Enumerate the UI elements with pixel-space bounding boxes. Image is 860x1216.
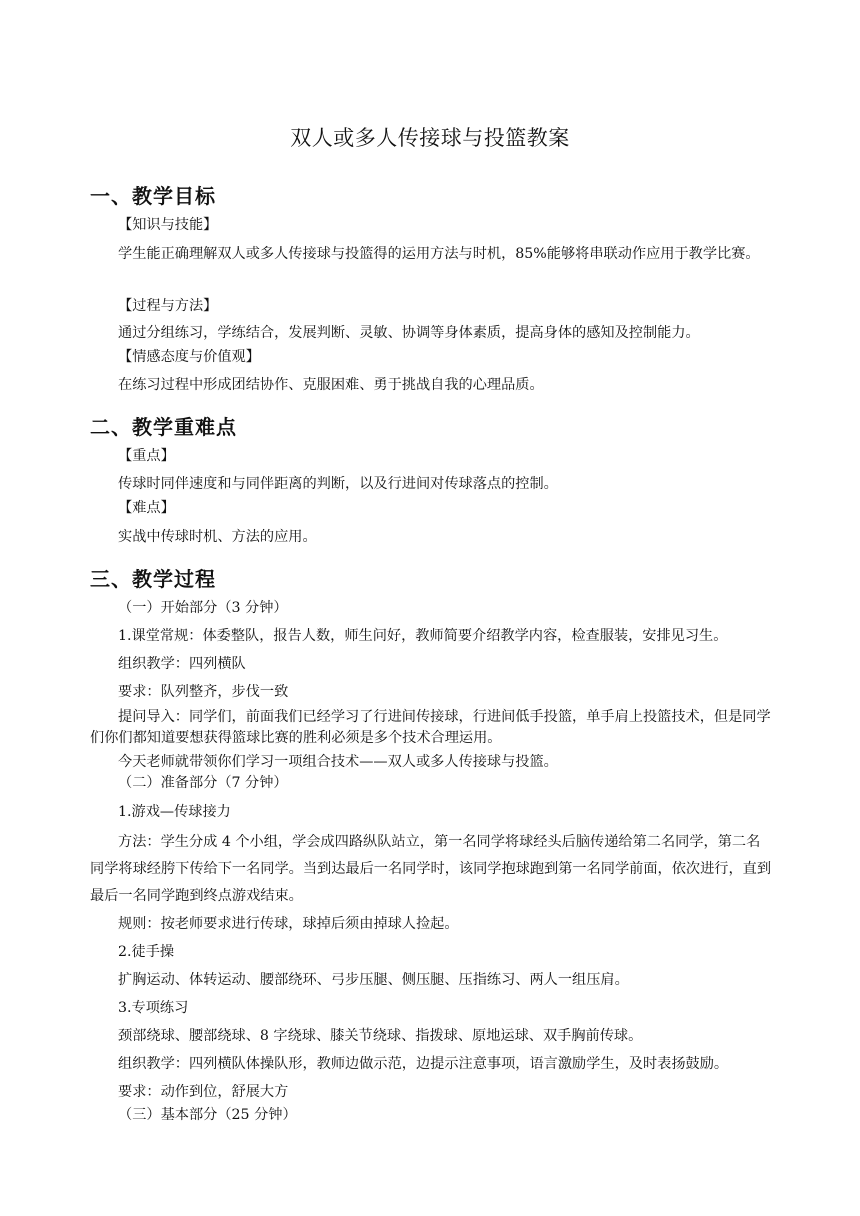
section-heading-key-points: 二、教学重难点 xyxy=(90,415,237,439)
text-freehand-title: 2.徒手操 xyxy=(118,944,175,960)
text-special-title: 3.专项练习 xyxy=(118,1000,189,1016)
section-heading-process: 三、教学过程 xyxy=(90,567,216,591)
label-key-point: 【重点】 xyxy=(118,448,175,464)
text-game-rules: 规则：按老师要求进行传球，球掉后须由掉球人捡起。 xyxy=(118,916,459,932)
text-game-method: 方法：学生分成 4 个小组，学会成四路纵队站立，第一名同学将球经头后脑传递给第二名同学，第二名同学将球经胯下传给下一名同学。当到达最后一名同学时，该同学抱球跑到第一名同学前面，依次进行，直到最后一名同学跑到终点游戏结束。 xyxy=(90,834,772,904)
part-title-basic: （三）基本部分（25 分钟） xyxy=(118,1107,297,1123)
text-knowledge-skills: 学生能正确理解双人或多人传接球与投篮得的运用方法与时机，85%能够将串联动作应用于教学比赛。 xyxy=(118,246,760,262)
text-requirement-2: 要求：动作到位，舒展大方 xyxy=(118,1084,289,1100)
text-key-point: 传球时同伴速度和与同伴距离的判断，以及行进间对传球落点的控制。 xyxy=(118,476,558,492)
part-title-prep: （二）准备部分（7 分钟） xyxy=(118,775,288,791)
text-class-routine: 1.课堂常规：体委整队，报告人数，师生问好，教师简要介绍教学内容，检查服装，安排见习生。 xyxy=(118,628,728,644)
label-emotion-values: 【情感态度与价值观】 xyxy=(118,349,260,365)
text-freehand-items: 扩胸运动、体转运动、腰部绕环、弓步压腿、侧压腿、压指练习、两人一组压肩。 xyxy=(118,972,629,988)
text-requirement-1: 要求：队列整齐，步伐一致 xyxy=(118,684,289,700)
text-today-intro: 今天老师就带领你们学习一项组合技术——双人或多人传接球与投篮。 xyxy=(118,754,558,770)
text-emotion-values: 在练习过程中形成团结协作、克服困难、勇于挑战自我的心理品质。 xyxy=(118,377,544,393)
label-process-method: 【过程与方法】 xyxy=(118,298,218,314)
text-game-title: 1.游戏—传球接力 xyxy=(118,804,231,820)
label-difficulty: 【难点】 xyxy=(118,500,175,516)
section-heading-objectives: 一、教学目标 xyxy=(90,184,216,208)
text-question-intro: 提问导入：同学们，前面我们已经学习了行进间传接球，行进间低手投篮，单手肩上投篮技术，但是同学们你们都知道要想获得篮球比赛的胜利必须是多个技术合理运用。 xyxy=(90,709,771,746)
text-organization-2: 组织教学：四列横队体操队形，教师边做示范，边提示注意事项，语言激励学生，及时表扬鼓励。 xyxy=(118,1056,729,1072)
text-process-method: 通过分组练习，学练结合，发展判断、灵敏、协调等身体素质，提高身体的感知及控制能力。 xyxy=(118,325,700,341)
part-title-start: （一）开始部分（3 分钟） xyxy=(118,600,288,616)
label-knowledge-skills: 【知识与技能】 xyxy=(118,217,218,233)
text-special-items: 颈部绕球、腰部绕球、8 字绕球、膝关节绕球、指拨球、原地运球、双手胸前传球。 xyxy=(118,1028,643,1044)
text-difficulty: 实战中传球时机、方法的应用。 xyxy=(118,529,317,545)
text-organization-1: 组织教学：四列横队 xyxy=(118,656,246,672)
document-title: 双人或多人传接球与投篮教案 xyxy=(290,126,570,150)
